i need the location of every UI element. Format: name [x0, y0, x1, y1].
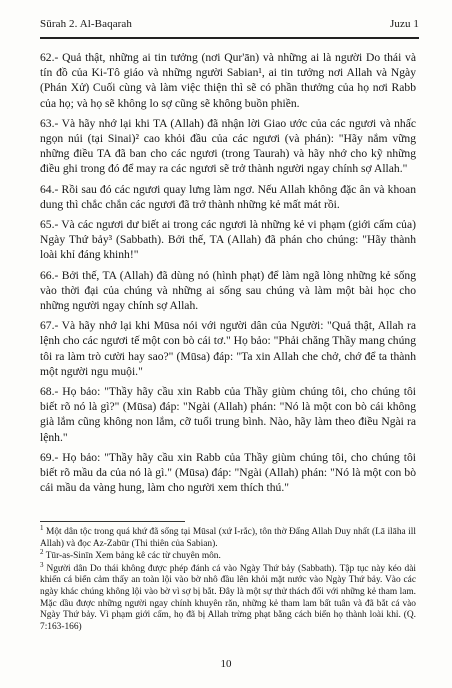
verse: [40, 182, 416, 212]
footnote-mark: 3: [40, 560, 44, 569]
verse-text: Và hãy nhớ lại khi TA (Allah) đã nhận lời Giao ước của các ngươi và nhấc ngọn núi (tại Sinai)² cao khỏi đầu của các ngươi (và phán): "Hãy nắm vững những điều TA đã ban cho các ngươi (trong Taurah) và hãy nhớ cho kỹ những điều ghi trong đó để may ra các ngươi sẽ trở thành người ngay chính sợ Allah.": [40, 116, 416, 176]
footnote: [40, 560, 416, 634]
verse-text: Quả thật, những ai tin tưởng (nơi Qur'ān) và những ai là người Do thái và tín đồ của Ki-Tô giáo và những người Sabian¹, ai tin tưởng nơi Allah và Ngày (Phán Xử) Cuối cùng và làm việc thiện thì sẽ có phần thưởng của họ nơi Rabb của họ; và họ sẽ không lo sợ cũng sẽ không buồn phiền.: [40, 51, 416, 110]
verse-number: 65.-: [40, 218, 59, 232]
verses-block: [40, 50, 416, 500]
verse: [40, 217, 416, 263]
footnote-mark: 1: [40, 523, 44, 532]
verse: [40, 318, 416, 379]
verse-number: 64.-: [40, 182, 59, 196]
footnotes-block: [40, 523, 416, 634]
verse-text: Bởi thế, TA (Allah) đã dùng nó (hình phạt) để làm ngã lòng những kẻ sống vào thời đại của chúng và những ai sống sau chúng và làm một bài học cho những người ngay chính sợ Allah.: [40, 268, 416, 313]
footnote-text: Tūr-as-Sinīn Xem bảng kê các từ chuyên môn.: [45, 551, 221, 562]
footnote-text: Người dân Do thái không được phép đánh cá vào Ngày Thứ bảy (Sabbath). Tập tục này kéo dài khiến cá biển cảm thấy an toàn lội vào bờ nhô đầu lên khỏi mặt nước vào Ngày Thứ bảy. Vào các ngày khác chúng không lội vào bờ vì sợ bị bắt. Đây là một sự thử thách đối với những kẻ tham lam. Mặc dầu được những người ngay chính khuyên răn, những kẻ tham lam bất tuân và đã bắt cá vào Ngày Thứ bảy. Vì phạm giới cấm, họ đã bị Allah trừng phạt bằng cách biến họ thành loài khỉ. (Q. 7:163-166): [40, 563, 416, 632]
page-number: 10: [220, 658, 232, 670]
verse-number: 66.-: [40, 268, 59, 282]
verse: [40, 116, 416, 177]
footnote-mark: 2: [40, 548, 44, 557]
verse-text: Và các ngươi dư biết ai trong các ngươi là những kẻ vi phạm (giới cấm của) Ngày Thứ bảy³ (Sabbath). Bởi thế, TA (Allah) đã phán cho chúng: "Hãy thành loài khỉ đáng khinh!": [40, 218, 416, 262]
verse-text: Rồi sau đó các ngươi quay lưng làm ngơ. Nếu Allah không đặc ân và khoan dung thì chắc chắn các ngươi đã trở thành những kẻ mất mát rồi.: [40, 182, 417, 211]
verse: [40, 384, 416, 445]
verse-number: 67.-: [40, 319, 59, 333]
footnote: [40, 548, 416, 563]
footnote: [40, 523, 416, 550]
verse-number: 69.-: [40, 450, 59, 464]
footnote-rule: [40, 521, 185, 522]
verse-number: 63.-: [40, 116, 59, 130]
verse: [40, 450, 416, 496]
verse: [40, 268, 416, 314]
surah-title: Sūrah 2. Al-Baqarah: [40, 18, 133, 30]
footnote-text: Một dân tộc trong quá khứ đã sống tại Mūsal (xứ I-rắc), tôn thờ Đấng Allah Duy nhất (Lā ilāha ill Allah) và đọc Az-Zabūr (Thi thiên của Sabian).: [40, 527, 416, 549]
running-header: [40, 18, 419, 30]
header-rule: [40, 37, 419, 39]
juz-label: Juzu 1: [389, 18, 419, 30]
verse-number: 68.-: [40, 385, 59, 399]
verse-text: Họ bảo: "Thầy hãy cầu xin Rabb của Thầy giùm chúng tôi, cho chúng tôi biết rõ nó là gì?" (Mūsa) đáp: "Ngài (Allah) phán: "Nó là một con bò cái không già lắm cũng không non lắm, cỡ tuổi trung bình. Nào, hãy làm theo điều Ngài ra lệnh.": [40, 385, 416, 444]
verse: [40, 50, 416, 111]
verse-number: 62.-: [40, 51, 59, 64]
verse-text: Họ bảo: "Thầy hãy cầu xin Rabb của Thầy giùm chúng tôi, cho chúng tôi biết rõ mầu da của nó là gì." (Mūsa) đáp: "Ngài (Allah) phán: "Nó là một con bò cái mầu da vàng hung, làm cho người xem thích thú.": [40, 450, 416, 495]
verse-text: Và hãy nhớ lại khi Mūsa nói với người dân của Người: "Quả thật, Allah ra lệnh cho các ngươi tế một con bò cái tơ." Họ bảo: "Phải chăng Thầy mang chúng tôi ra làm trò cười hay sao?" (Mūsa) đáp: "Ta xin Allah che chở, chớ để ta thành một người ngu muội.": [40, 319, 416, 378]
